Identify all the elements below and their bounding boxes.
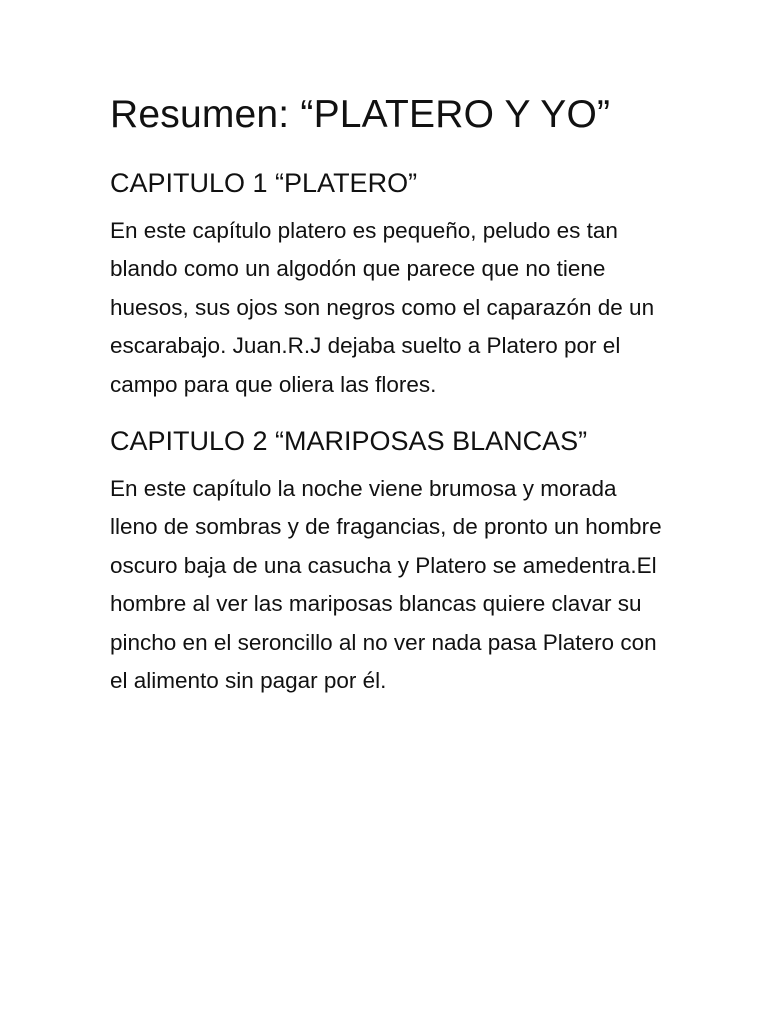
chapter-1-heading: CAPITULO 1 “PLATERO” xyxy=(110,168,418,198)
chapter-2-heading: CAPITULO 2 “MARIPOSAS BLANCAS” xyxy=(110,426,588,457)
chapter-2-paragraph: En este capítulo la noche viene brumosa y morada lleno de sombras y de fragancias, de pronto un hombre oscuro baja de una casucha y Platero se amedentra.El hombre al ver las mariposas blancas quiere clavar su pincho en el seroncillo al no ver nada pasa Platero con el alimento sin pagar por él. xyxy=(110,476,662,694)
chapter-2-section xyxy=(110,422,670,700)
document-body xyxy=(110,88,670,700)
chapter-1-section xyxy=(110,164,670,404)
chapter-1-paragraph: En este capítulo platero es pequeño, peludo es tan blando como un algodón que parece que no tiene huesos, sus ojos son negros como el caparazón de un escarabajo. Juan.R.J dejaba suelto a Platero por el campo para que oliera las flores. xyxy=(110,218,655,397)
document-title: Resumen: “PLATERO Y YO” xyxy=(110,93,611,136)
